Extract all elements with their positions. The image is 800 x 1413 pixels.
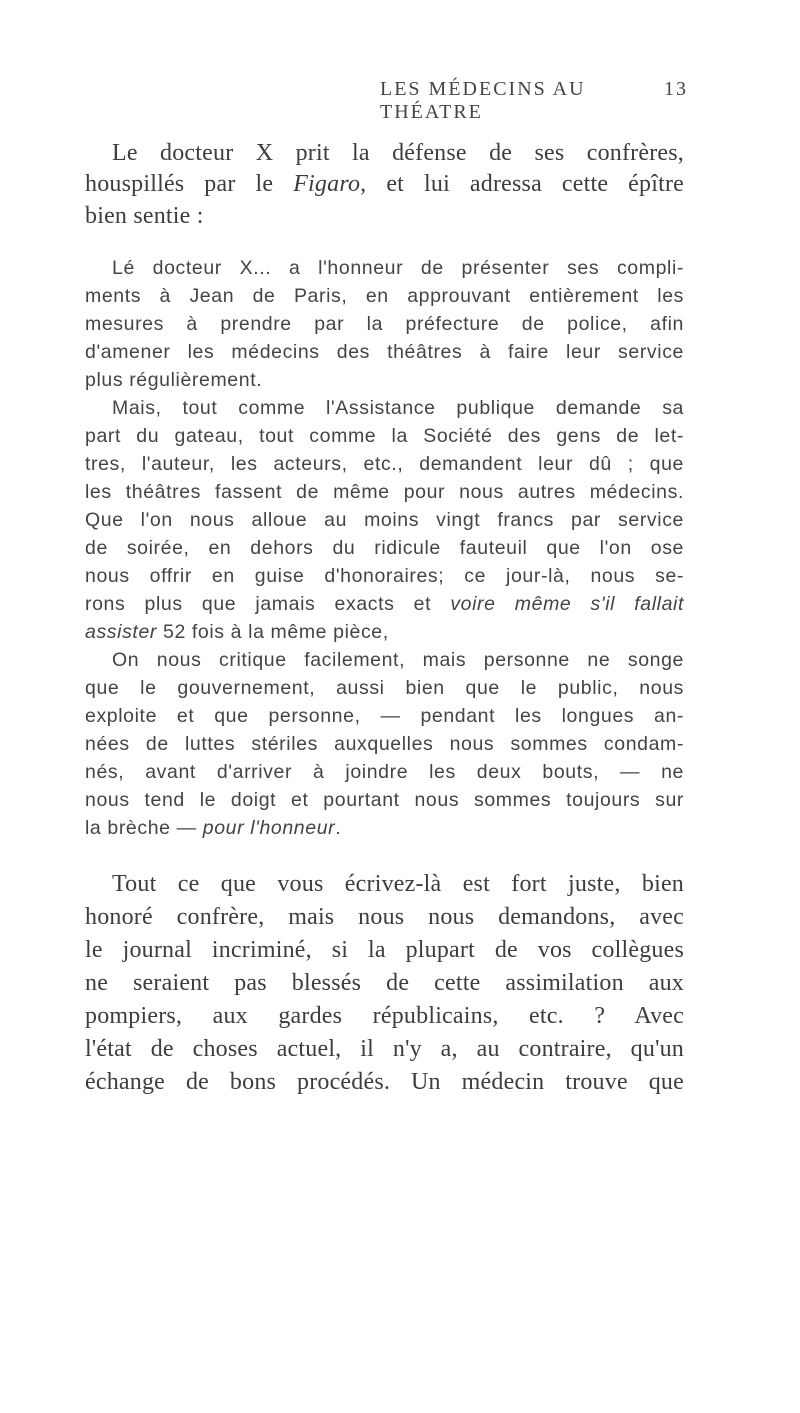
text-line: nées de luttes stériles auxquelles nous sommes condam-: [85, 733, 684, 755]
text-line: houspillés par le Figaro, et lui adressa cette épître: [85, 171, 684, 197]
page-number: 13: [664, 78, 688, 100]
text-line: exploite et que personne, — pendant les longues an-: [85, 705, 684, 727]
text-line: ments à Jean de Paris, en approuvant entièrement les: [85, 285, 684, 307]
text-line: bien sentie :: [85, 203, 204, 229]
text-line: échange de bons procédés. Un médecin trouve que: [85, 1069, 684, 1095]
text-line: le journal incriminé, si la plupart de vos collègues: [85, 937, 684, 963]
text-line: rons plus que jamais exacts et voire même s'il fallait: [85, 593, 684, 615]
text-line: de soirée, en dehors du ridicule fauteuil que l'on ose: [85, 537, 684, 559]
text-line: ne seraient pas blessés de cette assimilation aux: [85, 970, 684, 996]
text-line: nous offrir en guise d'honoraires; ce jour-là, nous se-: [85, 565, 684, 587]
text-line: Tout ce que vous écrivez-là est fort juste, bien: [112, 871, 684, 897]
text-line: On nous critique facilement, mais personne ne songe: [112, 649, 684, 671]
text-line: Mais, tout comme l'Assistance publique demande sa: [112, 397, 684, 419]
text-line: tres, l'auteur, les acteurs, etc., demandent leur dû ; que: [85, 453, 684, 475]
text-line: nous tend le doigt et pourtant nous sommes toujours sur: [85, 789, 684, 811]
text-line: nés, avant d'arriver à joindre les deux bouts, — ne: [85, 761, 684, 783]
running-title: LES MÉDECINS AU THÉATRE: [380, 78, 586, 123]
text-line: d'amener les médecins des théâtres à faire leur service: [85, 341, 684, 363]
text-line: la brèche — pour l'honneur.: [85, 817, 342, 839]
text-line: Lé docteur X... a l'honneur de présenter ses compli-: [112, 257, 684, 279]
text-line: assister 52 fois à la même pièce,: [85, 621, 389, 643]
text-line: honoré confrère, mais nous nous demandons, avec: [85, 904, 684, 930]
text-line: l'état de choses actuel, il n'y a, au contraire, qu'un: [85, 1036, 684, 1062]
text-line: que le gouvernement, aussi bien que le public, nous: [85, 677, 684, 699]
text-line: mesures à prendre par la préfecture de police, afin: [85, 313, 684, 335]
text-line: pompiers, aux gardes républicains, etc. ? Avec: [85, 1003, 684, 1029]
text-line: Que l'on nous alloue au moins vingt francs par service: [85, 509, 684, 531]
text-line: plus régulièrement.: [85, 369, 263, 391]
text-line: Le docteur X prit la défense de ses confrères,: [112, 140, 684, 166]
text-line: les théâtres fassent de même pour nous autres médecins.: [85, 481, 684, 503]
text-line: part du gateau, tout comme la Société des gens de let-: [85, 425, 684, 447]
